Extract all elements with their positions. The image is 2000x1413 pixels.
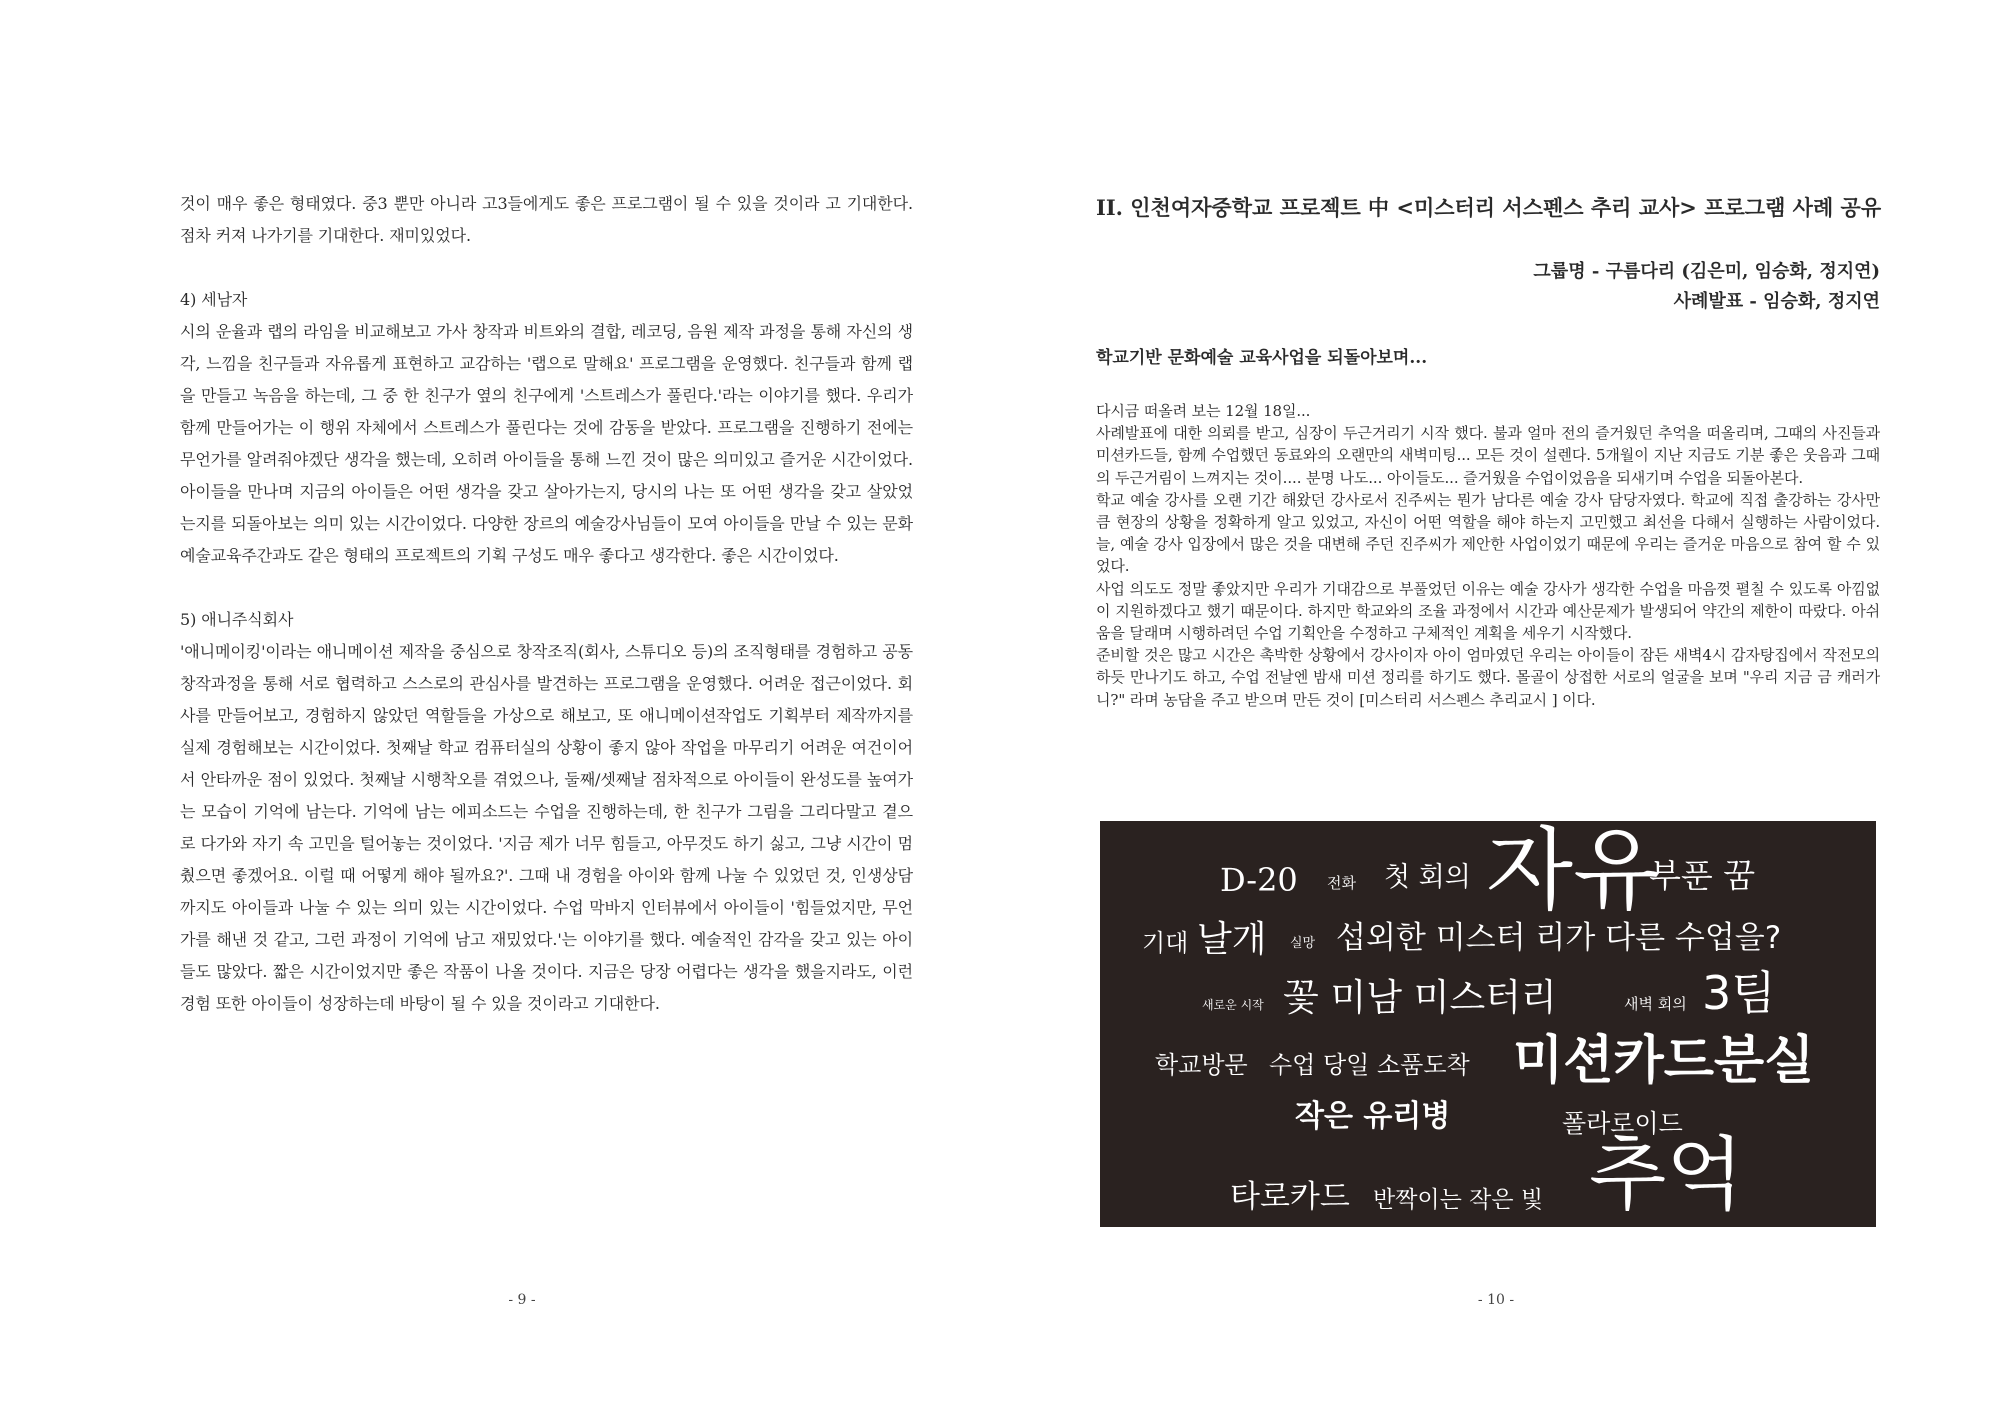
word-cloud-word: 새로운 시작 [1202, 998, 1264, 1012]
page-number-right: - 10 - [1477, 1292, 1515, 1308]
word-cloud-word: 반짝이는 작은 빛 [1373, 1187, 1544, 1213]
body-paragraph: 사업 의도도 정말 좋았지만 우리가 기대감으로 부풀었던 이유는 예술 강사가 생각한 수업을 마음껏 펼칠 수 있도록 아낌없이 지원하겠다고 했기 때문이다. 하지만 학교와의 조율 과정에서 시간과 예산문제가 발생되어 약간의 제한이 따랐다. 아쉬움을 달래며 시행하려던 수업 기획안을 수정하고 구체적인 계획을 세우기 시작했다. [1096, 579, 1880, 643]
right-page-body [1096, 400, 1880, 711]
word-cloud-word: 3팀 [1702, 966, 1776, 1020]
word-cloud-word: 추억 [1589, 1128, 1744, 1221]
word-cloud-word: 부푼 꿈 [1649, 856, 1756, 895]
word-cloud-word: 폴라로이드 [1562, 1109, 1683, 1138]
word-cloud-image [1100, 821, 1876, 1227]
section-heading-ani-company: 5) 애니주식회사 [180, 610, 294, 629]
word-cloud-word: 전화 [1327, 874, 1356, 892]
presenter-line: 사례발표 - 임승화, 정지연 [1673, 291, 1880, 312]
word-cloud-word: D-20 [1220, 861, 1298, 899]
section-heading-senamja: 4) 세남자 [180, 290, 248, 309]
word-cloud-word: 날개 [1197, 919, 1267, 960]
word-cloud-word: 자유 [1486, 821, 1660, 923]
body-paragraph: 사례발표에 대한 의뢰를 받고, 심장이 두근거리기 시작 했다. 불과 얼마 전의 즐거웠던 추억을 떠올리며, 그때의 사진들과 미션카드들, 함께 수업했던 동료와의 오랜만의 새벽미팅... 모든 것이 설렌다. 5개월이 지난 지금도 기분 좋은 웃음과 그때의 두근거림이 느껴지는 것이.... 분명 나도... 아이들도... 즐거웠을 수업이었음을 되새기며 수업을 되돌아본다. [1096, 424, 1880, 487]
date-line: 다시금 떠올려 보는 12월 18일... [1096, 402, 1311, 420]
intro-paragraph: 것이 매우 좋은 형태였다. 중3 뿐만 아니라 고3들에게도 좋은 프로그램이 될 수 있을 것이라 고 기대한다. 점차 커져 나가기를 기대한다. 재미있었다. [180, 194, 913, 245]
body-paragraph: 학교 예술 강사를 오랜 기간 해왔던 강사로서 진주씨는 뭔가 남다른 예술 강사 담당자였다. 학교에 직접 출강하는 강사만큼 현장의 상황을 정확하게 알고 있었고, 자신이 어떤 역할을 해야 하는지 고민했고 최선을 다해서 실행하는 사람이었다. 늘, 예술 강사 입장에서 많은 것을 대변해 주던 진주씨가 제안한 사업이었기 때문에 우리는 즐거운 마음으로 참여 할 수 있었다. [1096, 490, 1880, 576]
word-cloud-word: 기대 [1142, 929, 1189, 957]
group-line: 그룹명 - 구름다리 (김은미, 임승화, 정지연) [1533, 261, 1880, 282]
body-paragraph: 준비할 것은 많고 시간은 촉박한 상황에서 강사이자 아이 엄마였던 우리는 아이들이 잠든 새벽4시 감자탕집에서 작전모의 하듯 만나기도 하고, 수업 전날엔 밤새 미션 정리를 하기도 했다. 몰골이 상접한 서로의 얼굴을 보며 "우리 지금 금 캐러가니?" 라며 농담을 주고 받으며 만든 것이 [미스터리 서스펜스 추리교시 ] 이다. [1096, 646, 1880, 709]
word-cloud-word: 새벽 회의 [1624, 995, 1687, 1013]
right-page [1000, 0, 2000, 1413]
left-page-body [180, 188, 913, 1020]
word-cloud-word: 수업 당일 소품도착 [1269, 1051, 1470, 1079]
word-cloud-word: 섭외한 미스터 리가 다른 수업을? [1336, 920, 1782, 956]
word-cloud-word: 학교방문 [1155, 1051, 1248, 1079]
word-cloud-word: 꽃 미남 미스터리 [1283, 976, 1557, 1019]
section-title: II. 인천여자중학교 프로젝트 中 <미스터리 서스펜스 추리 교사> 프로그램 사례 공유 [1096, 195, 1882, 220]
subheading: 학교기반 문화예술 교육사업을 되돌아보며... [1096, 348, 1428, 368]
page-number-left: - 9 - [508, 1292, 536, 1308]
word-cloud-word: 첫 회의 [1384, 862, 1471, 893]
word-cloud-word: 미션카드분실 [1513, 1031, 1815, 1091]
senamja-paragraph: 시의 운율과 랩의 라임을 비교해보고 가사 창작과 비트와의 결합, 레코딩, 음원 제작 과정을 통해 자신의 생각, 느낌을 친구들과 자유롭게 표현하고 교감하는 '랩으로 말해요' 프로그램을 운영했다. 친구들과 함께 랩을 만들고 녹음을 하는데, 그 중 한 친구가 옆의 친구에게 '스트레스가 풀린다.'라는 이야기를 했다. 우리가 함께 만들어가는 이 행위 자체에서 스트레스가 풀린다는 것에 감동을 받았다. 프로그램을 진행하기 전에는 무언가를 알려줘야겠단 생각을 했는데, 오히려 아이들을 통해 느낀 것이 많은 의미있고 즐거운 시간이었다. 아이들을 만나며 지금의 아이들은 어떤 생각을 갖고 살아가는지, 당시의 나는 또 어떤 생각을 갖고 살았었는지를 되돌아보는 의미 있는 시간이었다. 다양한 장르의 예술강사님들이 모여 아이들을 만날 수 있는 문화예술교육주간과도 같은 형태의 프로젝트의 기획 구성도 매우 좋다고 생각한다. 좋은 시간이었다. [180, 322, 913, 565]
word-cloud-word: 작은 유리병 [1295, 1099, 1451, 1134]
word-cloud-word: 타로카드 [1230, 1179, 1350, 1215]
ani-company-paragraph: '애니메이킹'이라는 애니메이션 제작을 중심으로 창작조직(회사, 스튜디오 등)의 조직형태를 경험하고 공동 창작과정을 통해 서로 협력하고 스스로의 관심사를 발견하는 프로그램을 운영했다. 어려운 접근이었다. 회사를 만들어보고, 경험하지 않았던 역할들을 가상으로 해보고, 또 애니메이션작업도 기획부터 제작까지를 실제 경험해보는 시간이었다. 첫째날 학교 컴퓨터실의 상황이 좋지 않아 작업을 마무리기 어려운 여건이어서 안타까운 점이 있었다. 첫째날 시행착오를 겪었으나, 둘째/셋째날 점차적으로 아이들이 완성도를 높여가는 모습이 기억에 남는다. 기억에 남는 에피소드는 수업을 진행하는데, 한 친구가 그림을 그리다말고 곁으로 다가와 자기 속 고민을 털어놓는 것이었다. '지금 제가 너무 힘들고, 아무것도 하기 싫고, 그냥 시간이 멈췄으면 좋겠어요. 이럴 때 어떻게 해야 될까요?'. 그때 내 경험을 아이와 함께 나눌 수 있었던 것, 인생상담까지도 아이들과 나눌 수 있는 의미 있는 시간이었다. 수업 막바지 인터뷰에서 아이들이 '힘들었지만, 무언가를 해낸 것 같고, 그런 과정이 기억에 남고 재밌었다.'는 이야기를 했다. 예술적인 감각을 갖고 있는 아이들도 많았다. 짧은 시간이었지만 좋은 작품이 나올 것이다. 지금은 당장 어렵다는 생각을 했을지라도, 이런 경험 또한 아이들이 성장하는데 바탕이 될 수 있을 것이라고 기대한다. [180, 642, 913, 1013]
word-cloud-word: 실망 [1290, 936, 1316, 951]
